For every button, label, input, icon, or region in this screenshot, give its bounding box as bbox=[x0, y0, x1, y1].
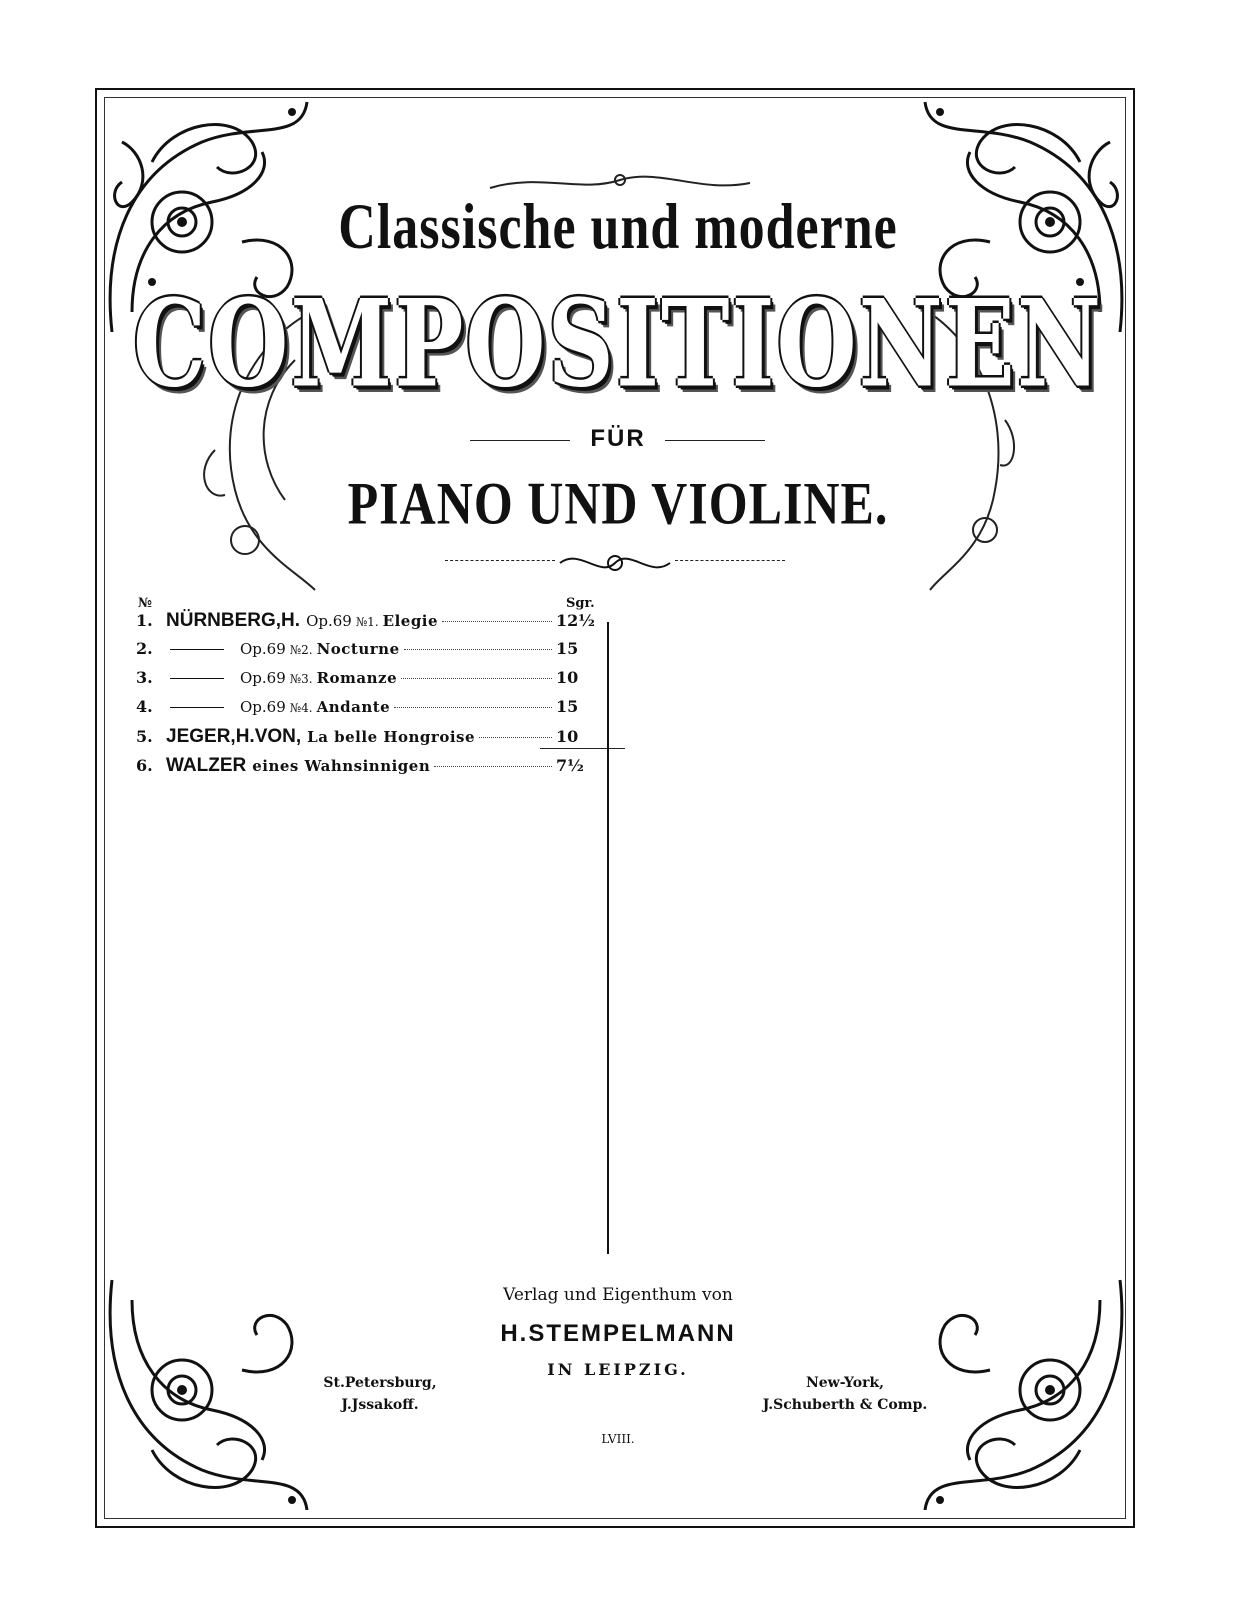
list-item bbox=[136, 726, 596, 755]
title-subtitle: PIANO UND VIOLINE. bbox=[347, 469, 889, 537]
item-title: Elegie bbox=[382, 612, 439, 630]
item-price: 15 bbox=[556, 697, 579, 716]
leader-dots bbox=[401, 678, 552, 679]
item-opus-number: №1. bbox=[355, 615, 379, 629]
item-opus: Op.69 bbox=[306, 612, 352, 630]
agent-left-name: J.Jssakoff. bbox=[341, 1397, 419, 1413]
item-price: 15 bbox=[556, 639, 579, 658]
leader-dots bbox=[434, 766, 552, 767]
item-opus: Op.69 bbox=[240, 698, 286, 716]
item-title: La belle Hongroise bbox=[307, 728, 476, 746]
vertical-divider bbox=[607, 622, 609, 1254]
item-number: 6. bbox=[136, 756, 153, 775]
list-item bbox=[136, 697, 596, 726]
item-number: 5. bbox=[136, 727, 153, 746]
item-composer: NÜRNBERG,H. bbox=[166, 610, 301, 631]
item-opus: Op.69 bbox=[240, 640, 286, 658]
item-title: Romanze bbox=[316, 669, 398, 687]
item-price: 12½ bbox=[556, 611, 595, 630]
item-number: 4. bbox=[136, 697, 153, 716]
agent-left-city: St.Petersburg, bbox=[323, 1375, 437, 1391]
footer-publisher-city: IN LEIPZIG. bbox=[547, 1360, 689, 1379]
item-price: 10 bbox=[556, 727, 579, 746]
agent-right bbox=[740, 1372, 950, 1416]
item-title: Nocturne bbox=[316, 640, 400, 658]
plate-number: LVIII. bbox=[601, 1432, 635, 1446]
item-opus: Op.69 bbox=[240, 669, 286, 687]
item-number: 2. bbox=[136, 639, 153, 658]
leader-dots bbox=[442, 621, 552, 622]
rule-below-title-left bbox=[445, 560, 555, 561]
agent-right-city: New-York, bbox=[805, 1375, 885, 1391]
title-fur: FÜR bbox=[590, 425, 646, 452]
work-list bbox=[136, 610, 596, 784]
list-item bbox=[136, 639, 596, 668]
list-item bbox=[136, 668, 596, 697]
center-flourish bbox=[555, 548, 675, 578]
header-number: № bbox=[138, 596, 153, 611]
item-composer: JEGER,H.VON, bbox=[166, 726, 302, 747]
agent-left bbox=[300, 1372, 460, 1416]
title-line-1: Classische und moderne bbox=[338, 191, 898, 264]
item-opus-number: №2. bbox=[289, 643, 313, 657]
item-composer: WALZER bbox=[166, 755, 247, 776]
footer-publisher-name: H.STEMPELMANN bbox=[500, 1320, 736, 1347]
ditto-line bbox=[170, 678, 224, 679]
item-price: 10 bbox=[556, 668, 579, 687]
ditto-line bbox=[170, 649, 224, 650]
footer-publisher-line: Verlag und Eigenthum von bbox=[503, 1285, 733, 1305]
item-price: 7½ bbox=[556, 756, 584, 775]
leader-dots bbox=[394, 707, 552, 708]
title-main: COMPOSITIONEN bbox=[133, 273, 1103, 415]
item-title: Andante bbox=[316, 698, 391, 716]
leader-dots bbox=[479, 737, 552, 738]
list-item bbox=[136, 610, 596, 639]
leader-dots bbox=[404, 649, 552, 650]
agent-right-name: J.Schuberth & Comp. bbox=[762, 1397, 928, 1413]
list-item bbox=[136, 755, 596, 784]
item-title: eines Wahnsinnigen bbox=[252, 757, 431, 775]
header-price: Sgr. bbox=[566, 596, 595, 611]
item-opus-number: №3. bbox=[289, 672, 313, 686]
rule-below-title-right bbox=[675, 560, 785, 561]
item-number: 3. bbox=[136, 668, 153, 687]
item-opus-number: №4. bbox=[289, 701, 313, 715]
item-number: 1. bbox=[136, 611, 153, 630]
ditto-line bbox=[170, 707, 224, 708]
price-underline bbox=[540, 748, 625, 749]
